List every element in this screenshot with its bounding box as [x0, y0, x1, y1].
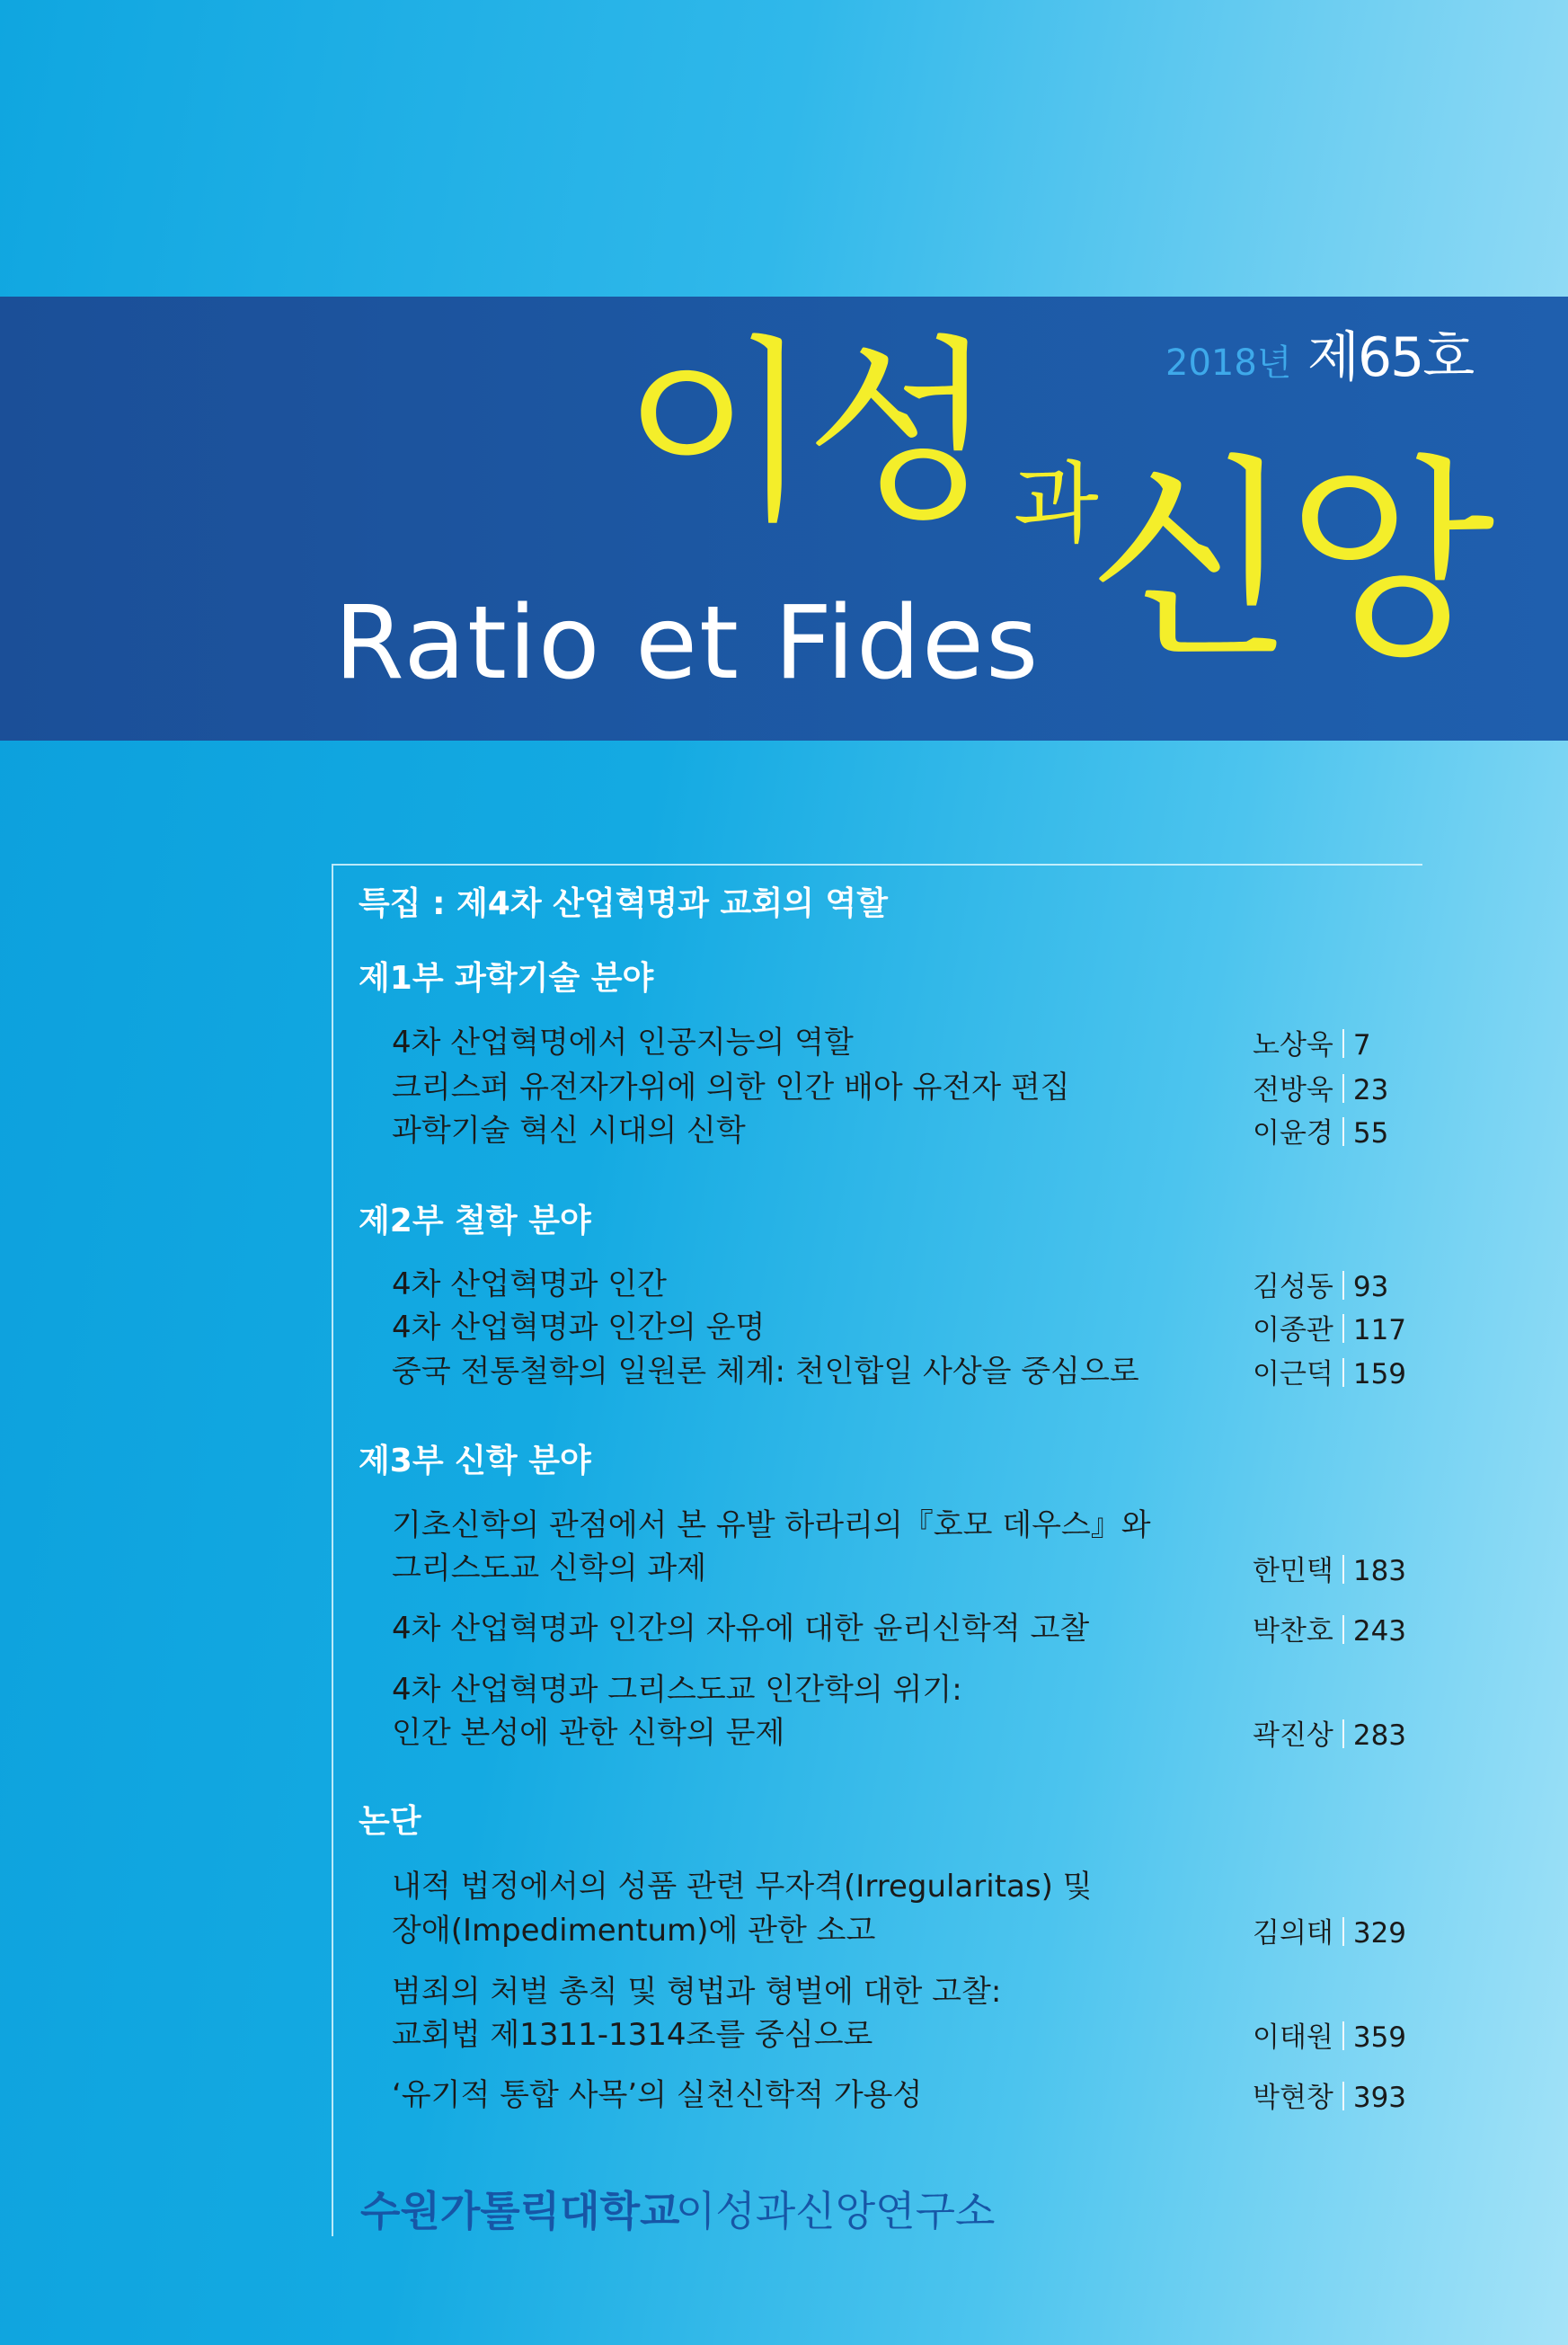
- article-title: 4차 산업혁명과 인간: [392, 1266, 667, 1302]
- article-title: 크리스퍼 유전자가위에 의한 인간 배아 유전자 편집: [392, 1070, 1070, 1106]
- separator: [1342, 1117, 1344, 1146]
- separator: [1342, 1358, 1344, 1387]
- article-title: ‘유기적 통합 사목’의 실천신학적 가용성: [392, 2077, 923, 2113]
- author-page: [1253, 1117, 1388, 1148]
- year-label: 2018년: [1165, 342, 1292, 384]
- author-name: 김성동: [1253, 1271, 1333, 1303]
- author-page: [1253, 1719, 1406, 1750]
- page-number: 359: [1352, 2021, 1407, 2054]
- section-heading: 논단: [359, 1803, 421, 1840]
- article-title: 내적 법정에서의 성품 관련 무자격(Irregularitas) 및: [392, 1869, 1093, 1905]
- article-title: 그리스도교 신학의 과제: [392, 1550, 707, 1586]
- article-title: 교회법 제1311-1314조를 중심으로: [392, 2017, 873, 2053]
- author-page: [1253, 1358, 1406, 1389]
- author-page: [1253, 2021, 1406, 2052]
- title-korean-first: 이성: [622, 318, 990, 548]
- page-number: 159: [1352, 1358, 1407, 1390]
- article-title: 4차 산업혁명과 그리스도교 인간학의 위기:: [392, 1672, 962, 1708]
- author-page: [1253, 1074, 1388, 1105]
- author-name: 이태원: [1253, 2021, 1333, 2054]
- separator: [1342, 1029, 1344, 1058]
- separator: [1342, 2082, 1344, 2110]
- author-name: 노상욱: [1253, 1029, 1333, 1061]
- separator: [1342, 1271, 1344, 1300]
- article-title: 범죄의 처벌 총칙 및 형법과 형벌에 대한 고찰:: [392, 1974, 1002, 2010]
- separator: [1342, 1314, 1344, 1343]
- separator: [1342, 1074, 1344, 1103]
- author-page: [1253, 1917, 1406, 1948]
- separator: [1342, 1615, 1344, 1644]
- page-number: 183: [1352, 1555, 1407, 1587]
- title-latin: Ratio et Fides: [334, 585, 1041, 702]
- article-title: 인간 본성에 관한 신학의 문제: [392, 1715, 785, 1751]
- article-title: 4차 산업혁명에서 인공지능의 역할: [392, 1025, 854, 1061]
- author-name: 이근덕: [1253, 1358, 1333, 1390]
- page-number: 7: [1352, 1029, 1371, 1061]
- author-name: 한민택: [1253, 1555, 1333, 1587]
- section-heading: 제2부 철학 분야: [359, 1203, 591, 1239]
- article-title: 기초신학의 관점에서 본 유발 하라리의『호모 데우스』와: [392, 1507, 1151, 1543]
- author-name: 박찬호: [1253, 1615, 1333, 1648]
- article-title: 중국 전통철학의 일원론 체계: 천인합일 사상을 중심으로: [392, 1354, 1139, 1390]
- author-page: [1253, 2082, 1406, 2112]
- article-title: 4차 산업혁명과 인간의 운명: [392, 1310, 766, 1346]
- page-number: 55: [1352, 1117, 1389, 1150]
- page-number: 117: [1352, 1314, 1407, 1346]
- article-title: 장애(Impedimentum)에 관한 소고: [392, 1913, 876, 1949]
- section-heading: 제1부 과학기술 분야: [359, 960, 654, 997]
- separator: [1342, 1719, 1344, 1748]
- author-name: 이종관: [1253, 1314, 1333, 1346]
- author-page: [1253, 1029, 1371, 1060]
- special-heading: 특집 : 제4차 산업혁명과 교회의 역할: [359, 885, 888, 922]
- author-name: 이윤경: [1253, 1117, 1333, 1150]
- publisher-university: 수원가톨릭대학교: [360, 2187, 680, 2235]
- author-name: 전방욱: [1253, 1074, 1333, 1106]
- author-name: 박현창: [1253, 2082, 1333, 2114]
- article-title: 과학기술 혁신 시대의 신학: [392, 1113, 746, 1149]
- author-page: [1253, 1314, 1406, 1345]
- issue-number: 제65호: [1307, 326, 1474, 389]
- cover-top: [0, 0, 1568, 297]
- page-number: 329: [1352, 1917, 1407, 1950]
- page-number: 23: [1352, 1074, 1389, 1106]
- title-korean-second: 신앙: [1087, 436, 1486, 688]
- page-number: 283: [1352, 1719, 1407, 1752]
- separator: [1342, 2021, 1344, 2050]
- title-korean-conjunction: 과: [1014, 453, 1099, 555]
- author-page: [1253, 1271, 1388, 1301]
- article-title: 4차 산업혁명과 인간의 자유에 대한 윤리신학적 고찰: [392, 1611, 1090, 1647]
- separator: [1342, 1555, 1344, 1584]
- section-heading: 제3부 신학 분야: [359, 1443, 591, 1479]
- author-page: [1253, 1555, 1406, 1586]
- page-number: 243: [1352, 1615, 1407, 1648]
- publisher-institute: 이성과신앙연구소: [676, 2187, 996, 2235]
- author-page: [1253, 1615, 1406, 1646]
- page-number: 393: [1352, 2082, 1407, 2114]
- author-name: 김의태: [1253, 1917, 1333, 1950]
- page-number: 93: [1352, 1271, 1389, 1303]
- separator: [1342, 1917, 1344, 1946]
- author-name: 곽진상: [1253, 1719, 1333, 1752]
